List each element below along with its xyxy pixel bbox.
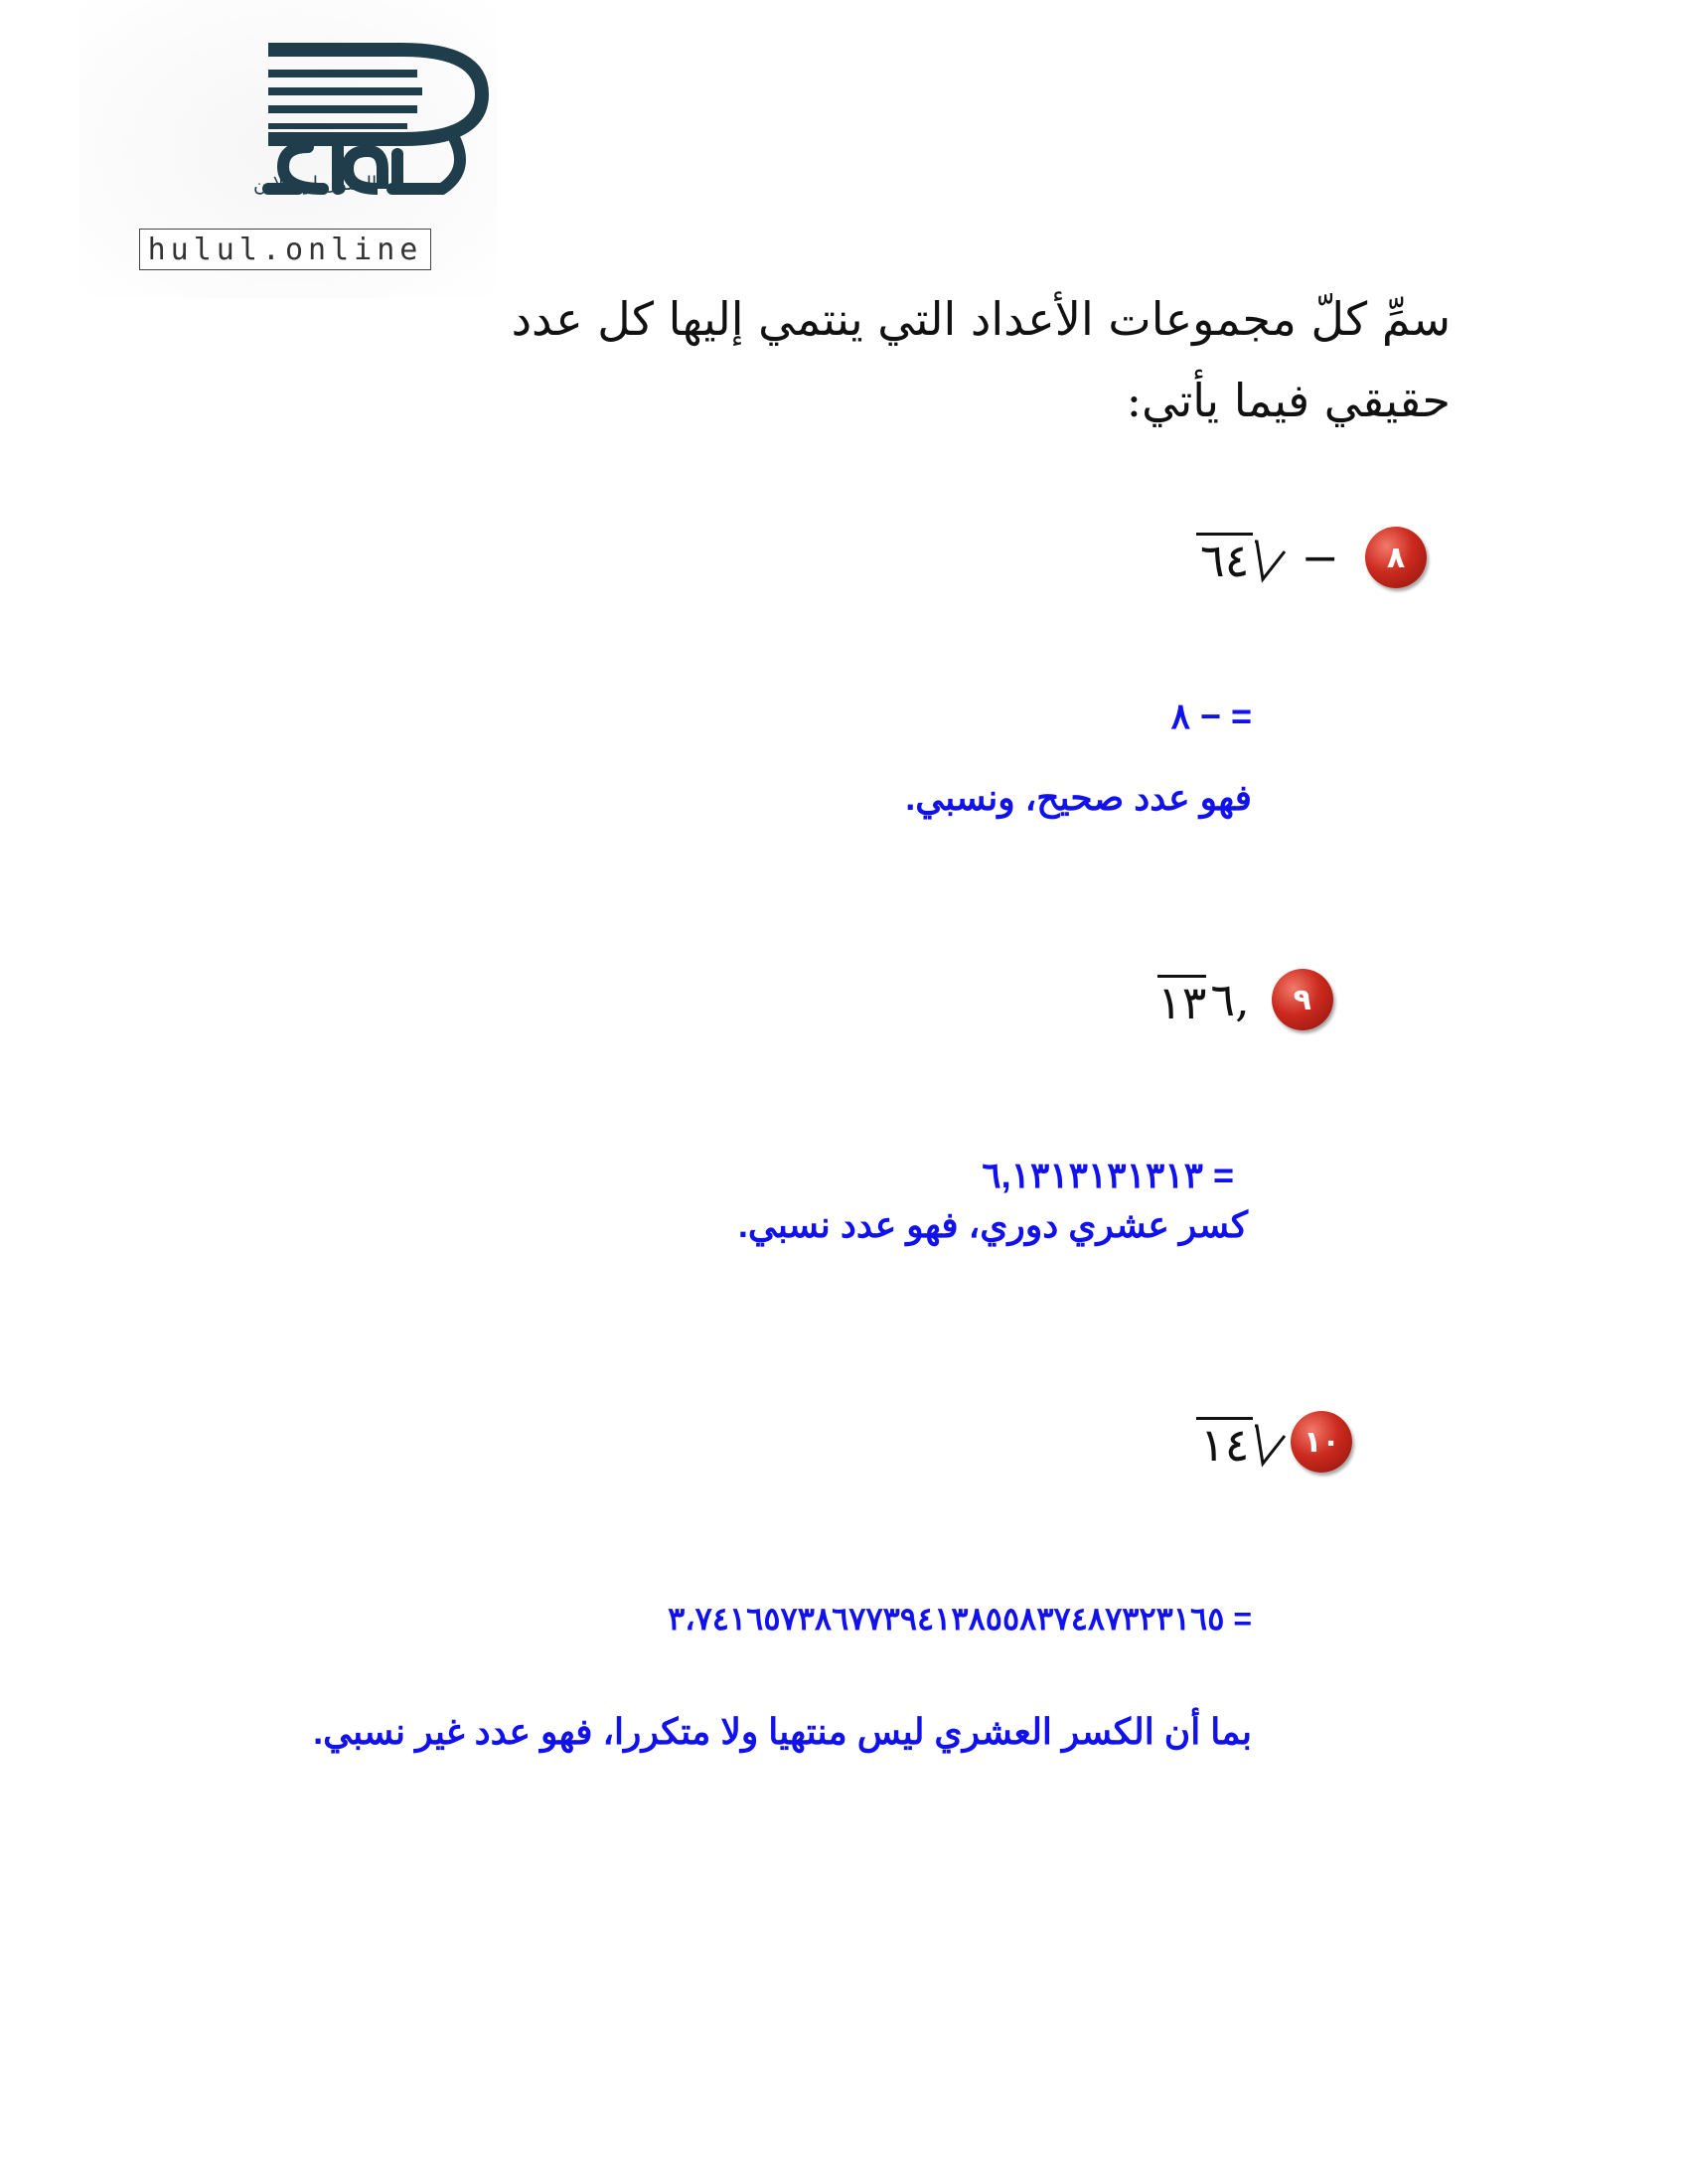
square-root-icon [1253,1424,1287,1468]
problem-9-badge: ٩ [1272,969,1333,1030]
square-root-icon [1253,540,1287,583]
logo-area [79,0,497,298]
problem-9-repeating: ١٣ [1157,975,1207,1029]
radical-icon [1196,533,1287,587]
radical-icon [1196,1417,1287,1472]
logo-url-box: hulul.online [139,229,431,270]
problem-8-prefix: − [1301,531,1339,584]
problem-9 [1157,969,1333,1030]
instructions-line-2: حقيقي فيما يأتي: [1126,374,1451,427]
problem-10-answer-value: = ٣،٧٤١٦٥٧٣٨٦٧٧٣٩٤١٣٨٥٥٨٣٧٤٨٧٣٢٣١٦٥ [668,1601,1252,1637]
problem-10-answer-text: بما أن الكسر العشري ليس منتهيا ولا متكررا، فهو عدد غير نسبي. [313,1711,1252,1752]
problem-8-answer-text: فهو عدد صحيح، ونسبي. [905,777,1252,818]
instructions-line-1: سمِّ كلّ مجموعات الأعداد التي ينتمي إليها كل عدد [511,292,1451,346]
instructions [457,278,1451,441]
problem-8 [1192,527,1427,588]
problem-9-whole: ٦, [1210,973,1250,1026]
problem-8-answer-value: = − ٨ [1170,696,1252,736]
problem-8-badge: ٨ [1365,527,1427,588]
problem-9-answer-value: = ٦,١٣١٣١٣١٣١٣ [982,1155,1234,1195]
logo-tagline: الحلول اون لاين [253,173,378,195]
problem-8-radicand: ٦٤ [1196,533,1253,583]
problem-10-badge: ١٠ [1291,1411,1352,1473]
problem-10-expression [1192,1417,1287,1472]
problem-10 [1192,1411,1352,1473]
problem-8-expression [1192,531,1339,587]
problem-10-radicand: ١٤ [1196,1417,1253,1468]
problem-9-expression [1157,973,1250,1029]
problem-9-answer-text: كسر عشري دوري، فهو عدد نسبي. [737,1204,1248,1245]
